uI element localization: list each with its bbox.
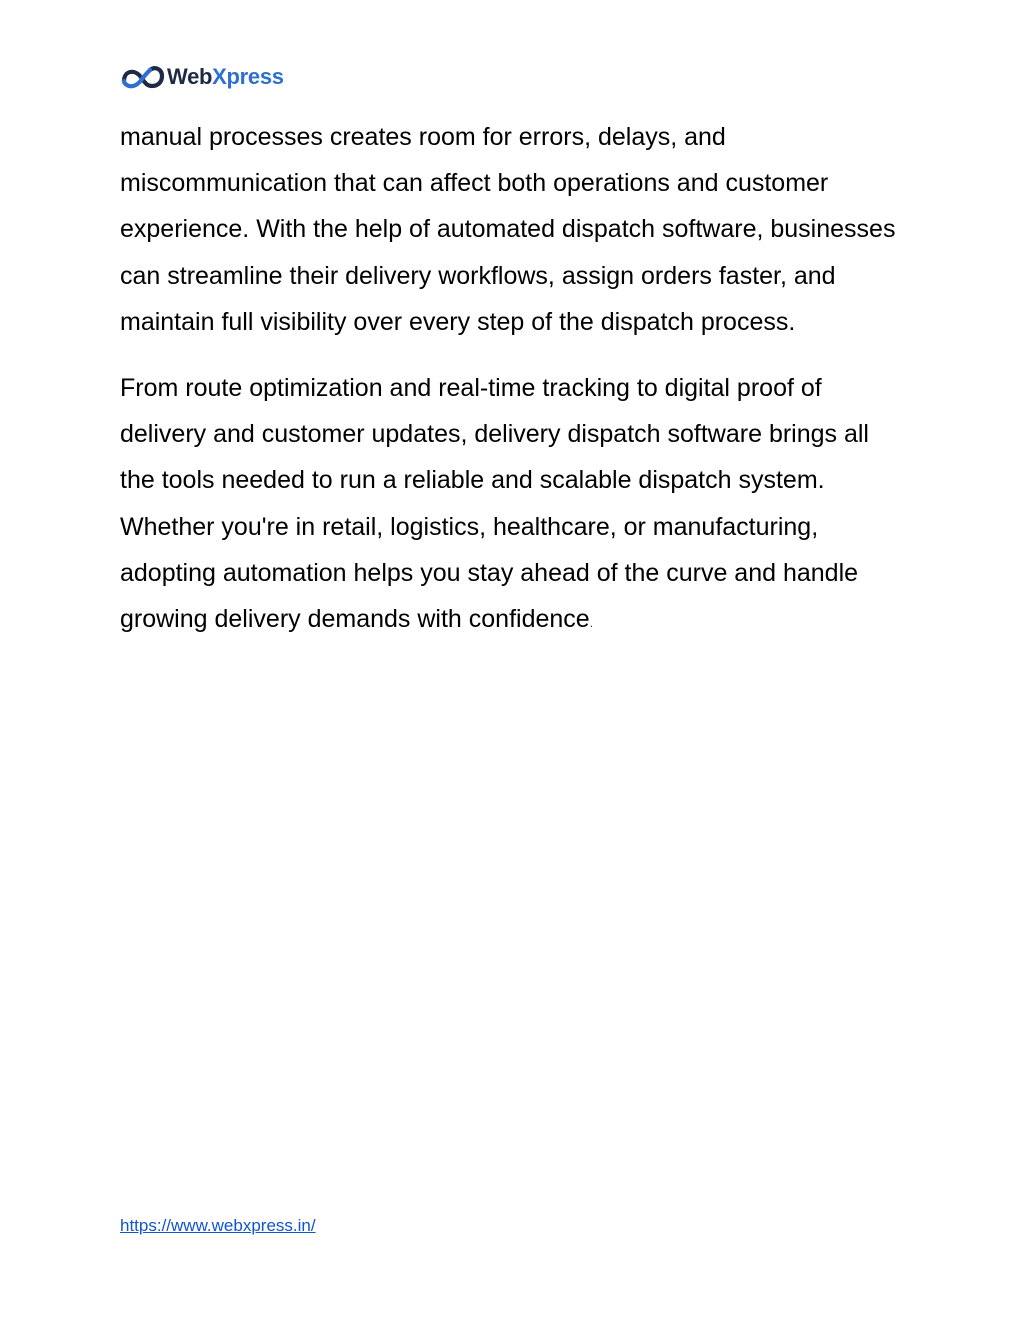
infinity-icon	[120, 62, 166, 92]
paragraph	[120, 365, 910, 646]
paragraph-1-text: manual processes creates room for errors, delays, and miscommunication that can affect both operations and customer experience. With the help of automated dispatch software, businesses can streamline their delivery workflows, assign orders faster, and maintain full visibility over every step of the dispatch process.	[120, 123, 896, 336]
webxpress-logo	[120, 60, 284, 94]
paragraph	[120, 114, 910, 345]
logo-wordmark	[167, 66, 284, 88]
paragraph-2-text: From route optimization and real-time tracking to digital proof of delivery and customer updates, delivery dispatch software brings all the tools needed to run a reliable and scalable dispatch system. Whether you're in retail, logistics, healthcare, or manufacturing, adopting automation helps you stay ahead of the curve and handle growing delivery demands with confidence	[120, 374, 869, 634]
logo-xpress-text: Xpress	[212, 64, 284, 89]
logo-web-text: Web	[167, 64, 213, 89]
paragraph-2-period: .	[589, 616, 594, 631]
document-body	[120, 114, 910, 646]
footer-website-link[interactable]: https://www.webxpress.in/	[120, 1216, 316, 1235]
